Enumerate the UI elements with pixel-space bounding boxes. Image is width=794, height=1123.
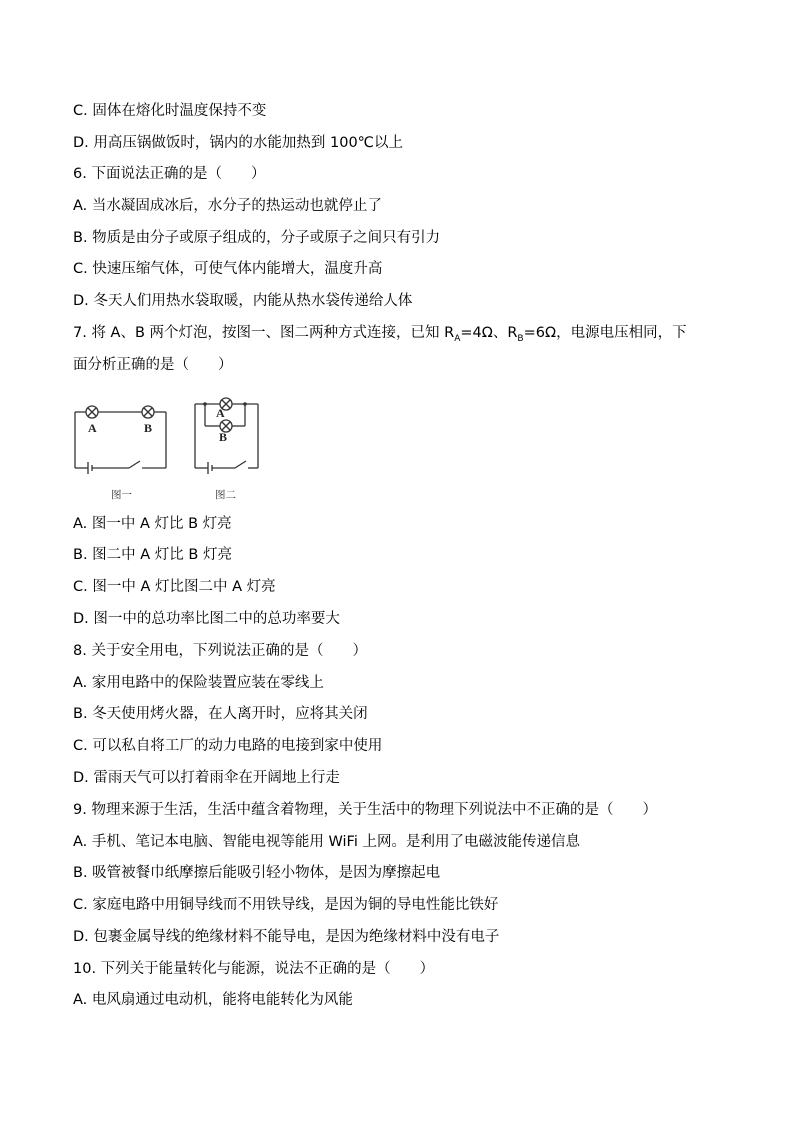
option-9c: C. 家庭电路中用铜导线而不用铁导线，是因为铜的导电性能比铁好 (73, 897, 499, 913)
option-10a: A. 电风扇通过电动机，能将电能转化为风能 (73, 992, 353, 1008)
option-8b: B. 冬天使用烤火器，在人离开时，应将其关闭 (73, 706, 368, 722)
option-6d: D. 冬天人们用热水袋取暖，内能从热水袋传递给人体 (73, 293, 413, 309)
option-8c: C. 可以私自将工厂的动力电路的电接到家中使用 (73, 738, 383, 754)
q7-sub-b: B (517, 333, 524, 344)
option-9d: D. 包裹金属导线的绝缘材料不能导电，是因为绝缘材料中没有电子 (73, 929, 500, 945)
q7-sub-a: A (454, 333, 461, 344)
question-10: 10. 下列关于能量转化与能源，说法不正确的是（ ） (73, 961, 435, 977)
option-6a: A. 当水凝固成冰后，水分子的热运动也就停止了 (73, 198, 382, 214)
circuit-series (75, 406, 166, 474)
option-6b: B. 物质是由分子或原子组成的，分子或原子之间只有引力 (73, 230, 441, 246)
label-lamp-a-2: A (216, 406, 225, 420)
option-7a: A. 图一中 A 灯比 B 灯亮 (73, 516, 232, 532)
question-7-line1 (73, 323, 687, 349)
option-8a: A. 家用电路中的保险装置应装在零线上 (73, 675, 324, 691)
question-7-line2: 面分析正确的是（ ） (73, 357, 233, 373)
option-7d: D. 图一中的总功率比图二中的总功率要大 (73, 611, 340, 627)
label-lamp-b-1: B (144, 421, 153, 435)
option-9a: A. 手机、笔记本电脑、智能电视等能用 WiFi 上网。是利用了电磁波能传递信息 (73, 834, 580, 850)
question-9: 9. 物理来源于生活，生活中蕴含着物理，关于生活中的物理下列说法中不正确的是（ ） (73, 802, 657, 818)
option-7b: B. 图二中 A 灯比 B 灯亮 (73, 547, 232, 563)
option-9b: B. 吸管被餐巾纸摩擦后能吸引轻小物体，是因为摩擦起电 (73, 865, 441, 881)
label-lamp-a-1: A (88, 421, 97, 435)
q7-text-1: 7. 将 A、B 两个灯泡，按图一、图二两种方式连接，已知 R (73, 325, 455, 341)
option-8d: D. 雷雨天气可以打着雨伞在开阔地上行走 (73, 770, 340, 786)
switch-icon (129, 461, 140, 468)
option-5c: C. 固体在熔化时温度保持不变 (73, 103, 267, 119)
option-5d: D. 用高压锅做饭时，锅内的水能加热到 100℃以上 (73, 135, 403, 151)
q7-text-3: =6Ω，电源电压相同，下 (523, 325, 687, 341)
option-7c: C. 图一中 A 灯比图二中 A 灯亮 (73, 579, 276, 595)
caption-figure-2: 图二 (215, 489, 236, 501)
label-lamp-b-2: B (219, 430, 228, 444)
caption-figure-1: 图一 (111, 489, 132, 501)
option-6c: C. 快速压缩气体，可使气体内能增大，温度升高 (73, 261, 383, 277)
question-6: 6. 下面说法正确的是（ ） (73, 166, 266, 182)
circuit-figure (73, 386, 273, 504)
question-8: 8. 关于安全用电，下列说法正确的是（ ） (73, 643, 367, 659)
q7-text-2: =4Ω、R (460, 325, 518, 341)
